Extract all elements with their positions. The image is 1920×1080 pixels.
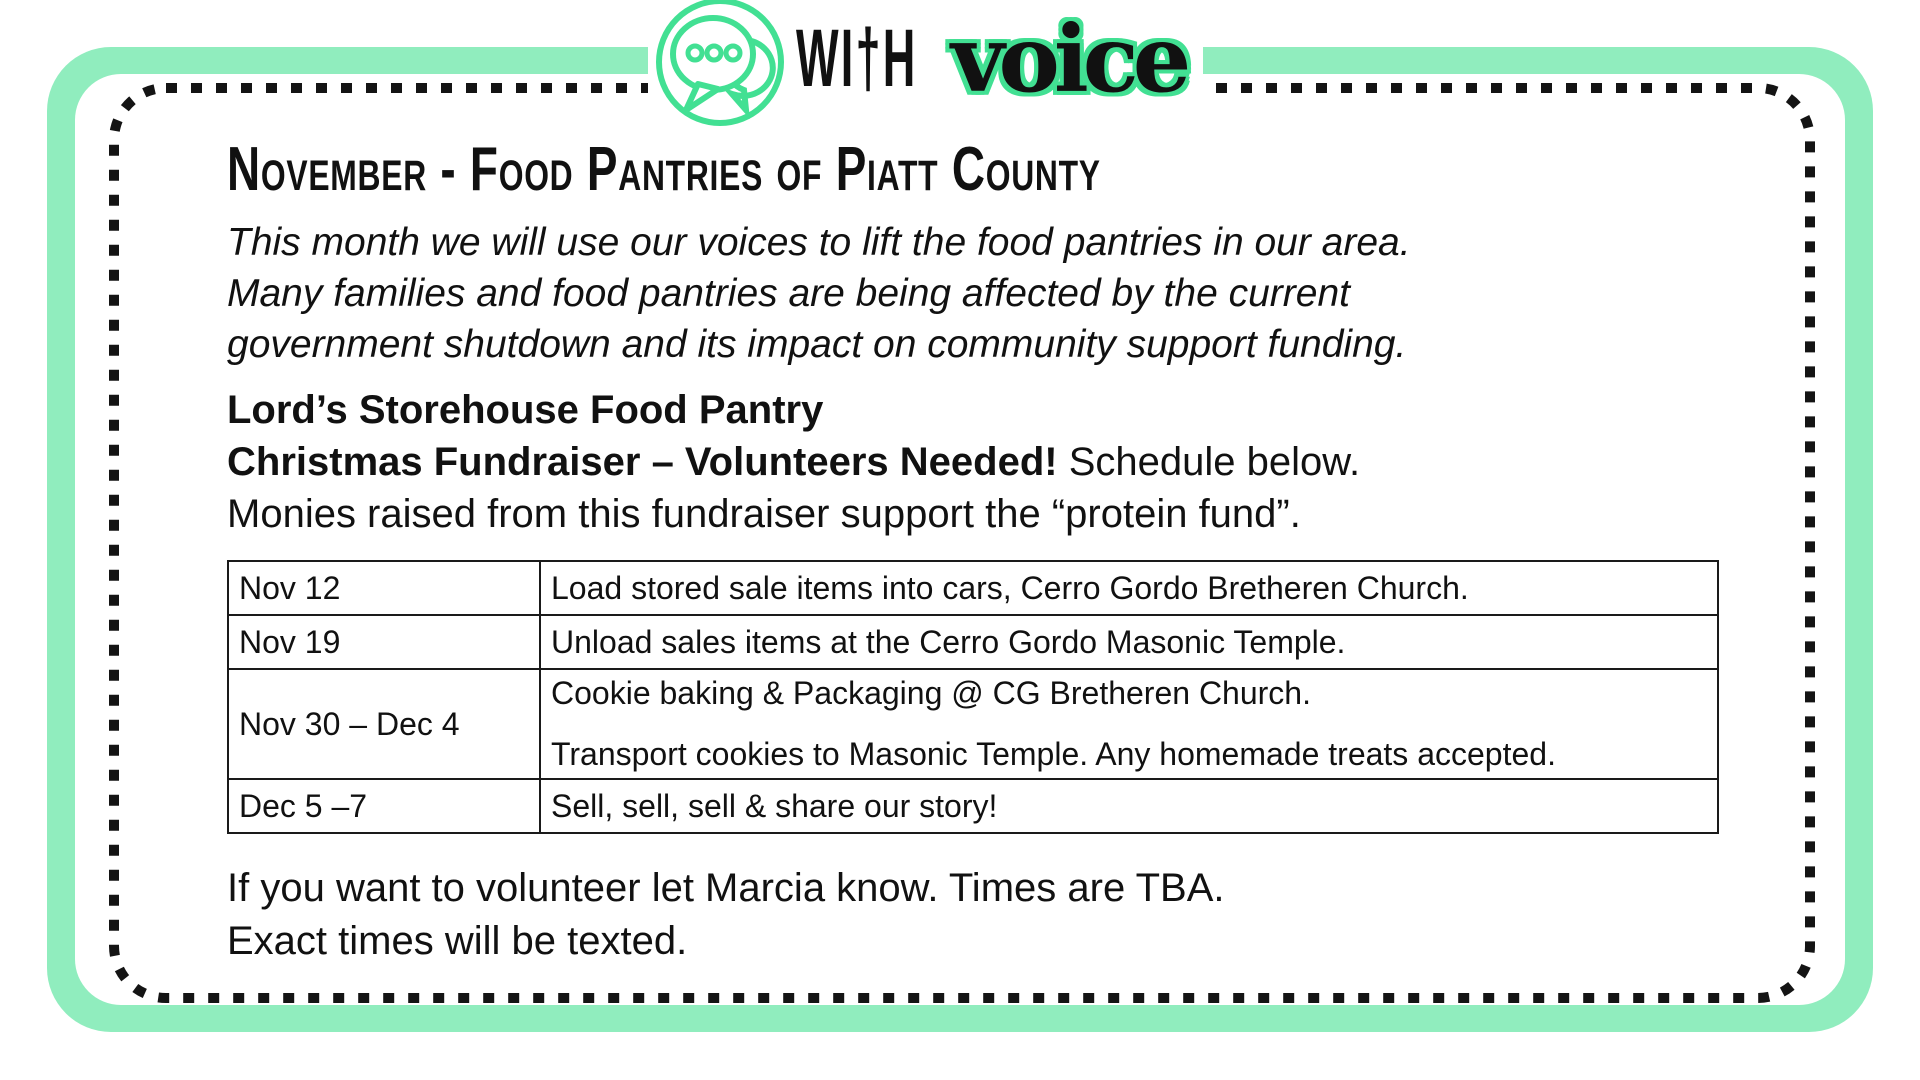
- schedule-date: Nov 19: [228, 615, 540, 669]
- volunteer-note-line-1: If you want to volunteer let Marcia know. Times are TBA.: [227, 866, 1225, 910]
- table-row: [228, 561, 1718, 615]
- intro-line-3: government shutdown and its impact on community support funding.: [227, 323, 1407, 366]
- schedule-activity: Load stored sale items into cars, Cerro Gordo Bretheren Church.: [540, 561, 1718, 615]
- schedule-activity: Unload sales items at the Cerro Gordo Masonic Temple.: [540, 615, 1718, 669]
- fundraiser-subtitle: [227, 436, 1727, 488]
- intro-paragraph: [227, 217, 1727, 370]
- schedule-date: Dec 5 –7: [228, 779, 540, 833]
- monies-line: Monies raised from this fundraiser support the “protein fund”.: [227, 492, 1301, 536]
- schedule-date: Nov 12: [228, 561, 540, 615]
- schedule-activity: [540, 669, 1718, 779]
- schedule-date: Nov 30 – Dec 4: [228, 669, 540, 779]
- with-voice-logo: [648, 0, 1203, 118]
- schedule-activity-line-2: Transport cookies to Masonic Temple. Any homemade treats accepted.: [551, 736, 1556, 772]
- table-row: [228, 615, 1718, 669]
- schedule-table: [227, 560, 1719, 834]
- volunteer-note-line-2: Exact times will be texted.: [227, 919, 688, 963]
- table-row: [228, 669, 1718, 779]
- pantry-name: Lord’s Storehouse Food Pantry: [227, 388, 824, 432]
- logo-voice-text: voice: [951, 5, 1186, 113]
- table-row: [228, 779, 1718, 833]
- schedule-activity: Sell, sell, sell & share our story!: [540, 779, 1718, 833]
- fundraiser-subtitle-bold: Christmas Fundraiser – Volunteers Needed!: [227, 440, 1058, 484]
- logo-with-text: WI†H: [796, 13, 918, 104]
- schedule-activity-line-1: Cookie baking & Packaging @ CG Bretheren Church.: [551, 675, 1311, 711]
- volunteer-note: [227, 862, 1727, 968]
- page-title: November - Food Pantries of Piatt County: [227, 135, 1101, 204]
- speech-bubble-icon: [654, 0, 786, 128]
- intro-line-2: Many families and food pantries are being affected by the current: [227, 272, 1350, 315]
- intro-line-1: This month we will use our voices to lift the food pantries in our area.: [227, 221, 1411, 264]
- fundraiser-subtitle-regular: Schedule below.: [1057, 440, 1361, 484]
- flyer-content: [227, 134, 1727, 968]
